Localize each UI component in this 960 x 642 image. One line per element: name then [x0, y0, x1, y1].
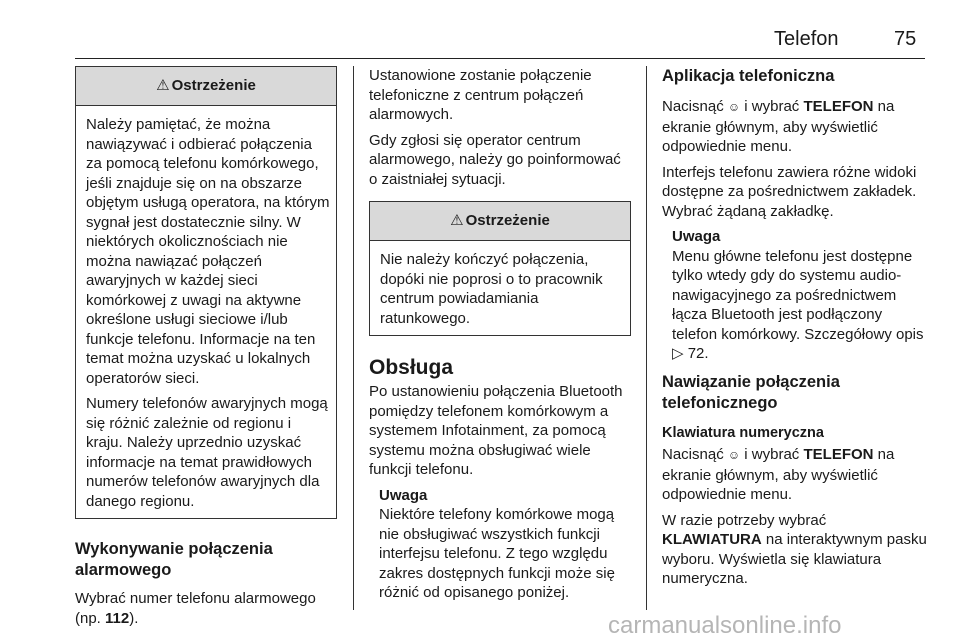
note-text: Menu główne telefonu jest dostępne tylko wtedy gdy do systemu audio-nawigacyjnego za pośrednictwem łącza Bluetooth jest podłączony telefon komórkowy. Szczegółowy opis ▷ 72.	[672, 247, 924, 362]
warning-text: Numery telefonów awaryjnych mogą się różnić zależnie od regionu i kraju. Należy uprzednio uzyskać informacje na temat prawidłowych numerów telefonów awaryjnych dla danego regionu.	[86, 395, 328, 510]
warning-text: Należy pamiętać, że można nawiązywać i odbierać połączenia za pomocą telefonu komórkowego, jeśli znajduje się on na obszarze objętym usługą operatora, na którym sygnał jest dostatecznie silny. W niektórych okolicznościach nie można nawiązać połączeń awaryjnych w każdej sieci komórkowej z uwagi na aktywne określone usługi sieciowe i/lub funkcje telefonu. Informacje na ten temat można uzyskać u lokalnych operatorów sieci.	[86, 116, 330, 387]
header-divider	[75, 58, 925, 59]
column-2	[369, 66, 631, 603]
note-title: Uwaga	[672, 228, 721, 245]
paragraph: Wybrać numer telefonu alarmowego (np. 112).	[75, 590, 316, 627]
warning-body	[370, 241, 630, 335]
page-header	[0, 28, 960, 52]
paragraph: Interfejs telefonu zawiera różne widoki dostępne za pośrednictwem zakładek. Wybrać żądaną zakładkę.	[662, 163, 917, 220]
warning-title: Ostrzeżenie	[465, 212, 550, 230]
warning-header	[370, 202, 630, 241]
section-heading: Nawiązanie połączenia telefonicznego	[662, 372, 840, 412]
page-number: 75	[894, 28, 917, 50]
warning-text: Nie należy kończyć połączenia, dopóki nie poprosi o to pracownik centrum powiadamiania ratunkowego.	[380, 251, 603, 327]
column-3	[662, 66, 927, 595]
warning-box	[75, 66, 337, 519]
warning-header	[76, 67, 336, 106]
home-icon: ☺	[727, 100, 741, 114]
section-heading: Aplikacja telefoniczna	[662, 67, 835, 85]
column-divider-1	[353, 66, 354, 610]
home-icon: ☺	[727, 448, 741, 462]
section-title: Telefon	[774, 28, 839, 50]
watermark: carmanualsonline.info	[608, 612, 842, 639]
note-title: Uwaga	[379, 486, 428, 504]
page-reference-icon: ▷	[672, 345, 684, 362]
paragraph: Gdy zgłosi się operator centrum alarmowego, należy go poinformować o zaistniałej sytuacji.	[369, 131, 621, 188]
column-divider-2	[646, 66, 647, 610]
note-block	[369, 486, 631, 603]
column-1	[75, 66, 337, 634]
section-heading: Obsługa	[369, 356, 454, 379]
sub-heading: Klawiatura numeryczna	[662, 424, 824, 441]
section-heading: Wykonywanie połączenia alarmowego	[75, 540, 273, 579]
paragraph: W razie potrzeby wybrać KLAWIATURA na interaktywnym pasku wyboru. Wyświetla się klawiatura numeryczna.	[662, 511, 927, 587]
warning-triangle-icon: ⚠	[156, 77, 170, 95]
warning-body	[76, 106, 336, 518]
paragraph: Nacisnąć ☺ i wybrać TELEFON na ekranie głównym, aby wyświetlić odpowiednie menu.	[662, 446, 895, 503]
paragraph: Po ustanowieniu połączenia Bluetooth pomiędzy telefonem komórkowym a systemem Infotainment, za pomocą systemu można obsługiwać wiele funkcji telefonu.	[369, 383, 623, 478]
warning-title: Ostrzeżenie	[171, 77, 256, 95]
paragraph: Nacisnąć ☺ i wybrać TELEFON na ekranie głównym, aby wyświetlić odpowiednie menu.	[662, 98, 895, 155]
warning-triangle-icon: ⚠	[450, 212, 464, 230]
note-block	[662, 227, 927, 364]
warning-box	[369, 201, 631, 336]
note-text: Niektóre telefony komórkowe mogą nie obsługiwać wszystkich funkcji interfejsu telefonu. Z tego względu zakres dostępnych funkcji może się różnić od opisanego poniżej.	[379, 506, 615, 601]
paragraph: Ustanowione zostanie połączenie telefoniczne z centrum połączeń alarmowych.	[369, 67, 592, 123]
